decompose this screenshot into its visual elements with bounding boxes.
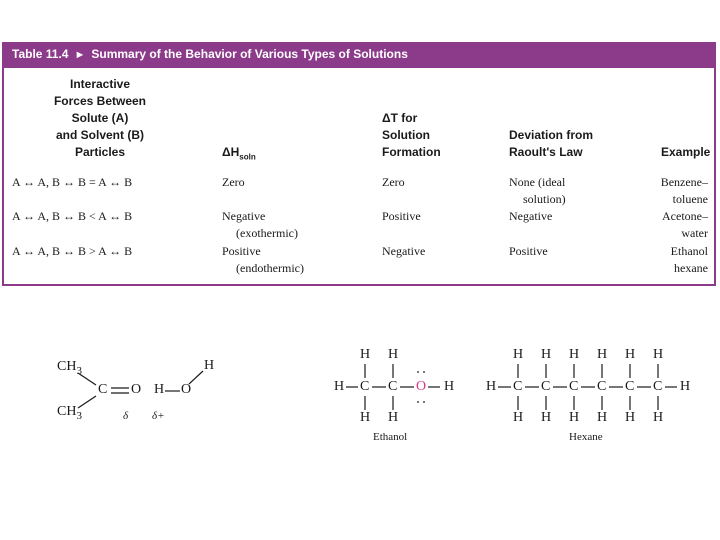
col-header-deviation: Deviation from Raoult's Law: [509, 128, 594, 159]
hexane-caption: Hexane: [569, 431, 603, 443]
col-header-dh: $\Delta H_{soln}$: [222, 145, 256, 162]
ethanol-h-left: H: [334, 379, 345, 394]
hexane-h-top-6: H: [653, 347, 664, 362]
row1-dh: Zero: [222, 175, 245, 189]
delta-minus-label: δ: [123, 410, 129, 422]
hexane-h-right: H: [680, 379, 691, 394]
ethanol-c-1: C: [360, 379, 370, 394]
row2-dh: Negative (exothermic): [222, 209, 298, 240]
hexane-h-bottom-2: H: [541, 410, 552, 425]
delta-plus-label: δ+: [152, 410, 165, 422]
carbonyl-oxygen: O: [131, 382, 142, 397]
row1-example: Benzene– toluene: [660, 175, 708, 206]
row3-deviation: Positive: [509, 244, 548, 258]
table-number: Table 11.4: [12, 47, 69, 61]
ethanol-c-2: C: [388, 379, 398, 394]
hexane-h-top-3: H: [569, 347, 580, 362]
ethanol-h-top-2: H: [388, 347, 399, 362]
row3-dh: Positive (endothermic): [222, 244, 304, 275]
hexane-h-bottom-5: H: [625, 410, 636, 425]
water-hydrogen-2: H: [204, 358, 215, 373]
ch3-bottom: $CH_3$: [57, 404, 82, 422]
ethanol-h-top-1: H: [360, 347, 371, 362]
water-hydrogen-1: H: [154, 382, 165, 397]
ethanol-oxygen: O: [416, 379, 427, 394]
row1-dt: Zero: [382, 175, 405, 189]
row3-dt: Negative: [382, 244, 426, 258]
hexane-c-6: C: [653, 379, 663, 394]
row1-forces: A ↔ A, B ↔ B = A ↔ B: [12, 175, 133, 189]
row3-forces: A ↔ A, B ↔ B > A ↔ B: [12, 244, 133, 258]
row2-example: Acetone– water: [662, 209, 708, 240]
col-header-example: Example: [661, 145, 711, 159]
water-oxygen: O: [181, 382, 192, 397]
ethanol-h-bottom-1: H: [360, 410, 371, 425]
hexane-h-bottom-1: H: [513, 410, 524, 425]
hexane-h-bottom-4: H: [597, 410, 608, 425]
row3-example: Ethanol hexane: [670, 244, 708, 275]
hexane-c-3: C: [569, 379, 579, 394]
ch3-top: $CH_3$: [57, 359, 82, 377]
ethanol-caption: Ethanol: [373, 431, 408, 443]
ethanol-h-bottom-2: H: [388, 410, 399, 425]
hexane-h-top-2: H: [541, 347, 552, 362]
carbonyl-carbon: C: [98, 382, 108, 397]
row1-deviation: None (ideal solution): [509, 175, 566, 206]
hexane-h-top-1: H: [513, 347, 524, 362]
hexane-c-2: C: [541, 379, 551, 394]
hexane-h-bottom-6: H: [653, 410, 664, 425]
hexane-h-bottom-3: H: [569, 410, 580, 425]
hexane-h-top-5: H: [625, 347, 636, 362]
row2-dt: Positive: [382, 209, 421, 223]
table-title-text: Summary of the Behavior of Various Types of Solutions: [91, 47, 408, 61]
hexane-h-top-4: H: [597, 347, 608, 362]
ethanol-h-right: H: [444, 379, 455, 394]
hexane-c-4: C: [597, 379, 607, 394]
row2-deviation: Negative: [509, 209, 553, 223]
triangle-arrow-icon: ►: [74, 49, 86, 61]
row2-forces: A ↔ A, B ↔ B < A ↔ B: [12, 209, 133, 223]
col-header-forces: Interactive Forces Between Solute (A) and Solvent (B) Particles: [53, 77, 147, 159]
col-header-dt: ΔT for Solution Formation: [382, 111, 441, 159]
hexane-c-1: C: [513, 379, 523, 394]
hexane-h-left: H: [486, 379, 497, 394]
hexane-c-5: C: [625, 379, 635, 394]
